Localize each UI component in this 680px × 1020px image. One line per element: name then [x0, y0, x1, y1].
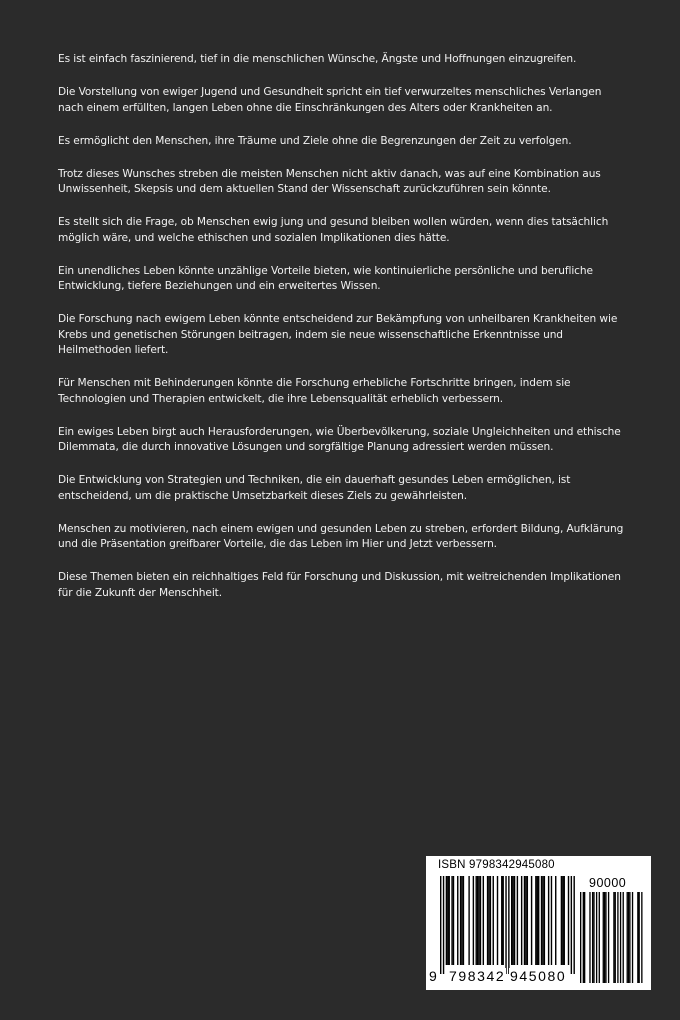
- barcode-bar: [604, 892, 605, 983]
- barcode-bar: [548, 876, 549, 965]
- barcode-bar: [490, 876, 491, 965]
- barcode-bar: [573, 876, 574, 974]
- barcode-bar: [603, 892, 604, 983]
- barcode-bar: [476, 876, 477, 965]
- barcode-bar: [468, 876, 469, 965]
- barcode-bar: [544, 876, 545, 965]
- paragraph-6: Ein unendliches Leben könnte unzählige Vorteile bieten, wie kontinuierliche persönliche und berufliche Entwicklung, tiefere Beziehungen und ein erweitertes Wissen.: [58, 264, 593, 292]
- barcode-bar: [561, 876, 562, 965]
- paragraph-12: Diese Themen bieten ein reichhaltiges Feld für Forschung und Diskussion, mit weitreichenden Implikationen für die Zukunft der Menschheit.: [58, 571, 621, 599]
- barcode-bar: [583, 892, 584, 983]
- barcode-bar: [517, 876, 518, 965]
- barcode-bar: [493, 876, 494, 965]
- barcode-bar: [501, 876, 502, 965]
- barcode-bar: [449, 876, 450, 965]
- barcode-bar: [477, 876, 478, 965]
- barcode-bar: [637, 892, 638, 983]
- barcode-bar: [497, 876, 498, 965]
- barcode-bar: [502, 876, 503, 965]
- barcode-bar: [584, 892, 585, 983]
- barcode-bar: [463, 876, 464, 965]
- barcode-bar: [453, 876, 454, 965]
- paragraph-2: Die Vorstellung von ewiger Jugend und Gesundheit spricht ein tief verwurzeltes menschliches Verlangen nach einem erfüllten, langen Leben ohne die Einschränkungen des Alters oder Krankheiten an.: [58, 86, 602, 114]
- barcode-bar: [551, 876, 552, 965]
- barcode-bar: [535, 876, 536, 965]
- paragraph-1: Es ist einfach faszinierend, tief in die menschlichen Wünsche, Ängste und Hoffnungen einzugreifen.: [58, 53, 577, 65]
- barcode-bar: [623, 892, 624, 983]
- barcode-bar: [541, 876, 542, 965]
- barcode-bar: [488, 876, 489, 965]
- barcode-bar: [592, 892, 593, 983]
- barcode-bar: [613, 892, 614, 983]
- barcode-bar: [593, 892, 594, 983]
- barcode-bar: [483, 876, 484, 965]
- barcode-bar: [521, 876, 522, 965]
- isbn-label: ISBN 9798342945080: [438, 859, 555, 871]
- price-code: 90000: [589, 876, 627, 890]
- paragraph-8: Für Menschen mit Behinderungen könnte die Forschung erhebliche Fortschritte bringen, indem sie Technologien und Therapien entwickelt, die ihre Lebensqualität erheblich verbessern.: [58, 377, 571, 405]
- barcode-bar: [627, 892, 628, 983]
- paragraph-9: Ein ewiges Leben birgt auch Herausforderungen, wie Überbevölkerung, soziale Ungleichheiten und ethische Dilemmata, die durch innovative Lösungen und sorgfältige Planung adressiert werden müssen.: [58, 425, 621, 453]
- barcode-bar: [617, 892, 618, 983]
- barcode-bar: [480, 876, 481, 965]
- barcode-bar: [514, 876, 515, 965]
- barcode-bar: [524, 876, 525, 965]
- barcode-bar: [620, 892, 621, 983]
- barcode-bar: [571, 876, 572, 974]
- barcode-bar: [628, 892, 629, 983]
- barcode-bar: [555, 876, 556, 965]
- barcode-bar: [451, 876, 452, 965]
- barcode-bar: [527, 876, 528, 965]
- paragraph-7: Die Forschung nach ewigem Leben könnte entscheidend zur Bekämpfung von unheilbaren Krankheiten wie Krebs und genetischen Störungen beitragen, indem sie neue wissenschaftliche Erkenntnisse und Heilmethoden liefert.: [58, 313, 618, 356]
- paragraph-4: Trotz dieses Wunsches streben die meisten Menschen nicht aktiv danach, was auf eine Kombination aus Unwissenheit, Skepsis und dem aktuellen Stand der Wissenschaft zurückzuführen sein könnte.: [58, 167, 601, 195]
- barcode-bar: [596, 892, 597, 983]
- barcode-bar: [580, 892, 581, 983]
- barcode-bar: [615, 892, 616, 983]
- barcode-bar: [629, 892, 630, 983]
- barcode-bar: [511, 876, 512, 965]
- barcode-bar: [641, 892, 642, 983]
- paragraph-10: Die Entwicklung von Strategien und Techniken, die ein dauerhaft gesundes Leben ermöglichen, ist entscheidend, um die praktische Umsetzbarkeit dieses Ziels zu gewährleisten.: [58, 474, 571, 502]
- paragraph-3: Es ermöglicht den Menschen, ihre Träume und Ziele ohne die Begrenzungen der Zeit zu verfolgen.: [58, 134, 572, 147]
- barcode-bar: [568, 876, 569, 965]
- barcode-bar: [632, 892, 633, 983]
- barcode-bar: [457, 876, 458, 965]
- barcode-bar: [461, 876, 462, 965]
- barcode-bar: [562, 876, 563, 965]
- back-cover-text: [58, 52, 628, 619]
- barcode-bar: [478, 876, 479, 965]
- barcode-lead-digit: 9: [429, 968, 437, 984]
- barcode-bar: [525, 876, 526, 965]
- barcode-bar: [542, 876, 543, 965]
- isbn-barcode: [426, 856, 651, 990]
- barcode-bar: [599, 892, 600, 983]
- barcode-left-digits: 798342: [449, 968, 506, 984]
- barcode-right-digits: 945080: [510, 968, 567, 984]
- barcode-bar: [473, 876, 474, 965]
- barcode-bar: [531, 876, 532, 965]
- barcode-bar: [440, 876, 441, 974]
- barcode-bar: [605, 892, 606, 983]
- barcode-bar: [564, 876, 565, 965]
- barcode-bar: [487, 876, 488, 965]
- barcode-bar: [538, 876, 539, 965]
- barcode-bar: [447, 876, 448, 965]
- barcode-bar: [460, 876, 461, 965]
- barcode-bar: [589, 892, 590, 983]
- barcode-bar: [505, 876, 506, 974]
- barcode-bar: [639, 892, 640, 983]
- barcode-bar: [512, 876, 513, 965]
- barcode-bar: [446, 876, 447, 965]
- paragraph-5: Es stellt sich die Frage, ob Menschen ewig jung und gesund bleiben wollen würden, wenn dies tatsächlich möglich wäre, und welche ethischen und sozialen Implikationen dies hätte.: [58, 216, 609, 244]
- barcode-bar: [608, 892, 609, 983]
- barcode-bar: [508, 876, 509, 974]
- paragraph-11: Menschen zu motivieren, nach einem ewigen und gesunden Leben zu streben, erfordert Bildung, Aufklärung und die Präsentation greifbarer Vorteile, die das Leben im Hier und Jetzt verbessern.: [58, 522, 624, 550]
- barcode-bar: [443, 876, 444, 974]
- barcode-bar: [537, 876, 538, 965]
